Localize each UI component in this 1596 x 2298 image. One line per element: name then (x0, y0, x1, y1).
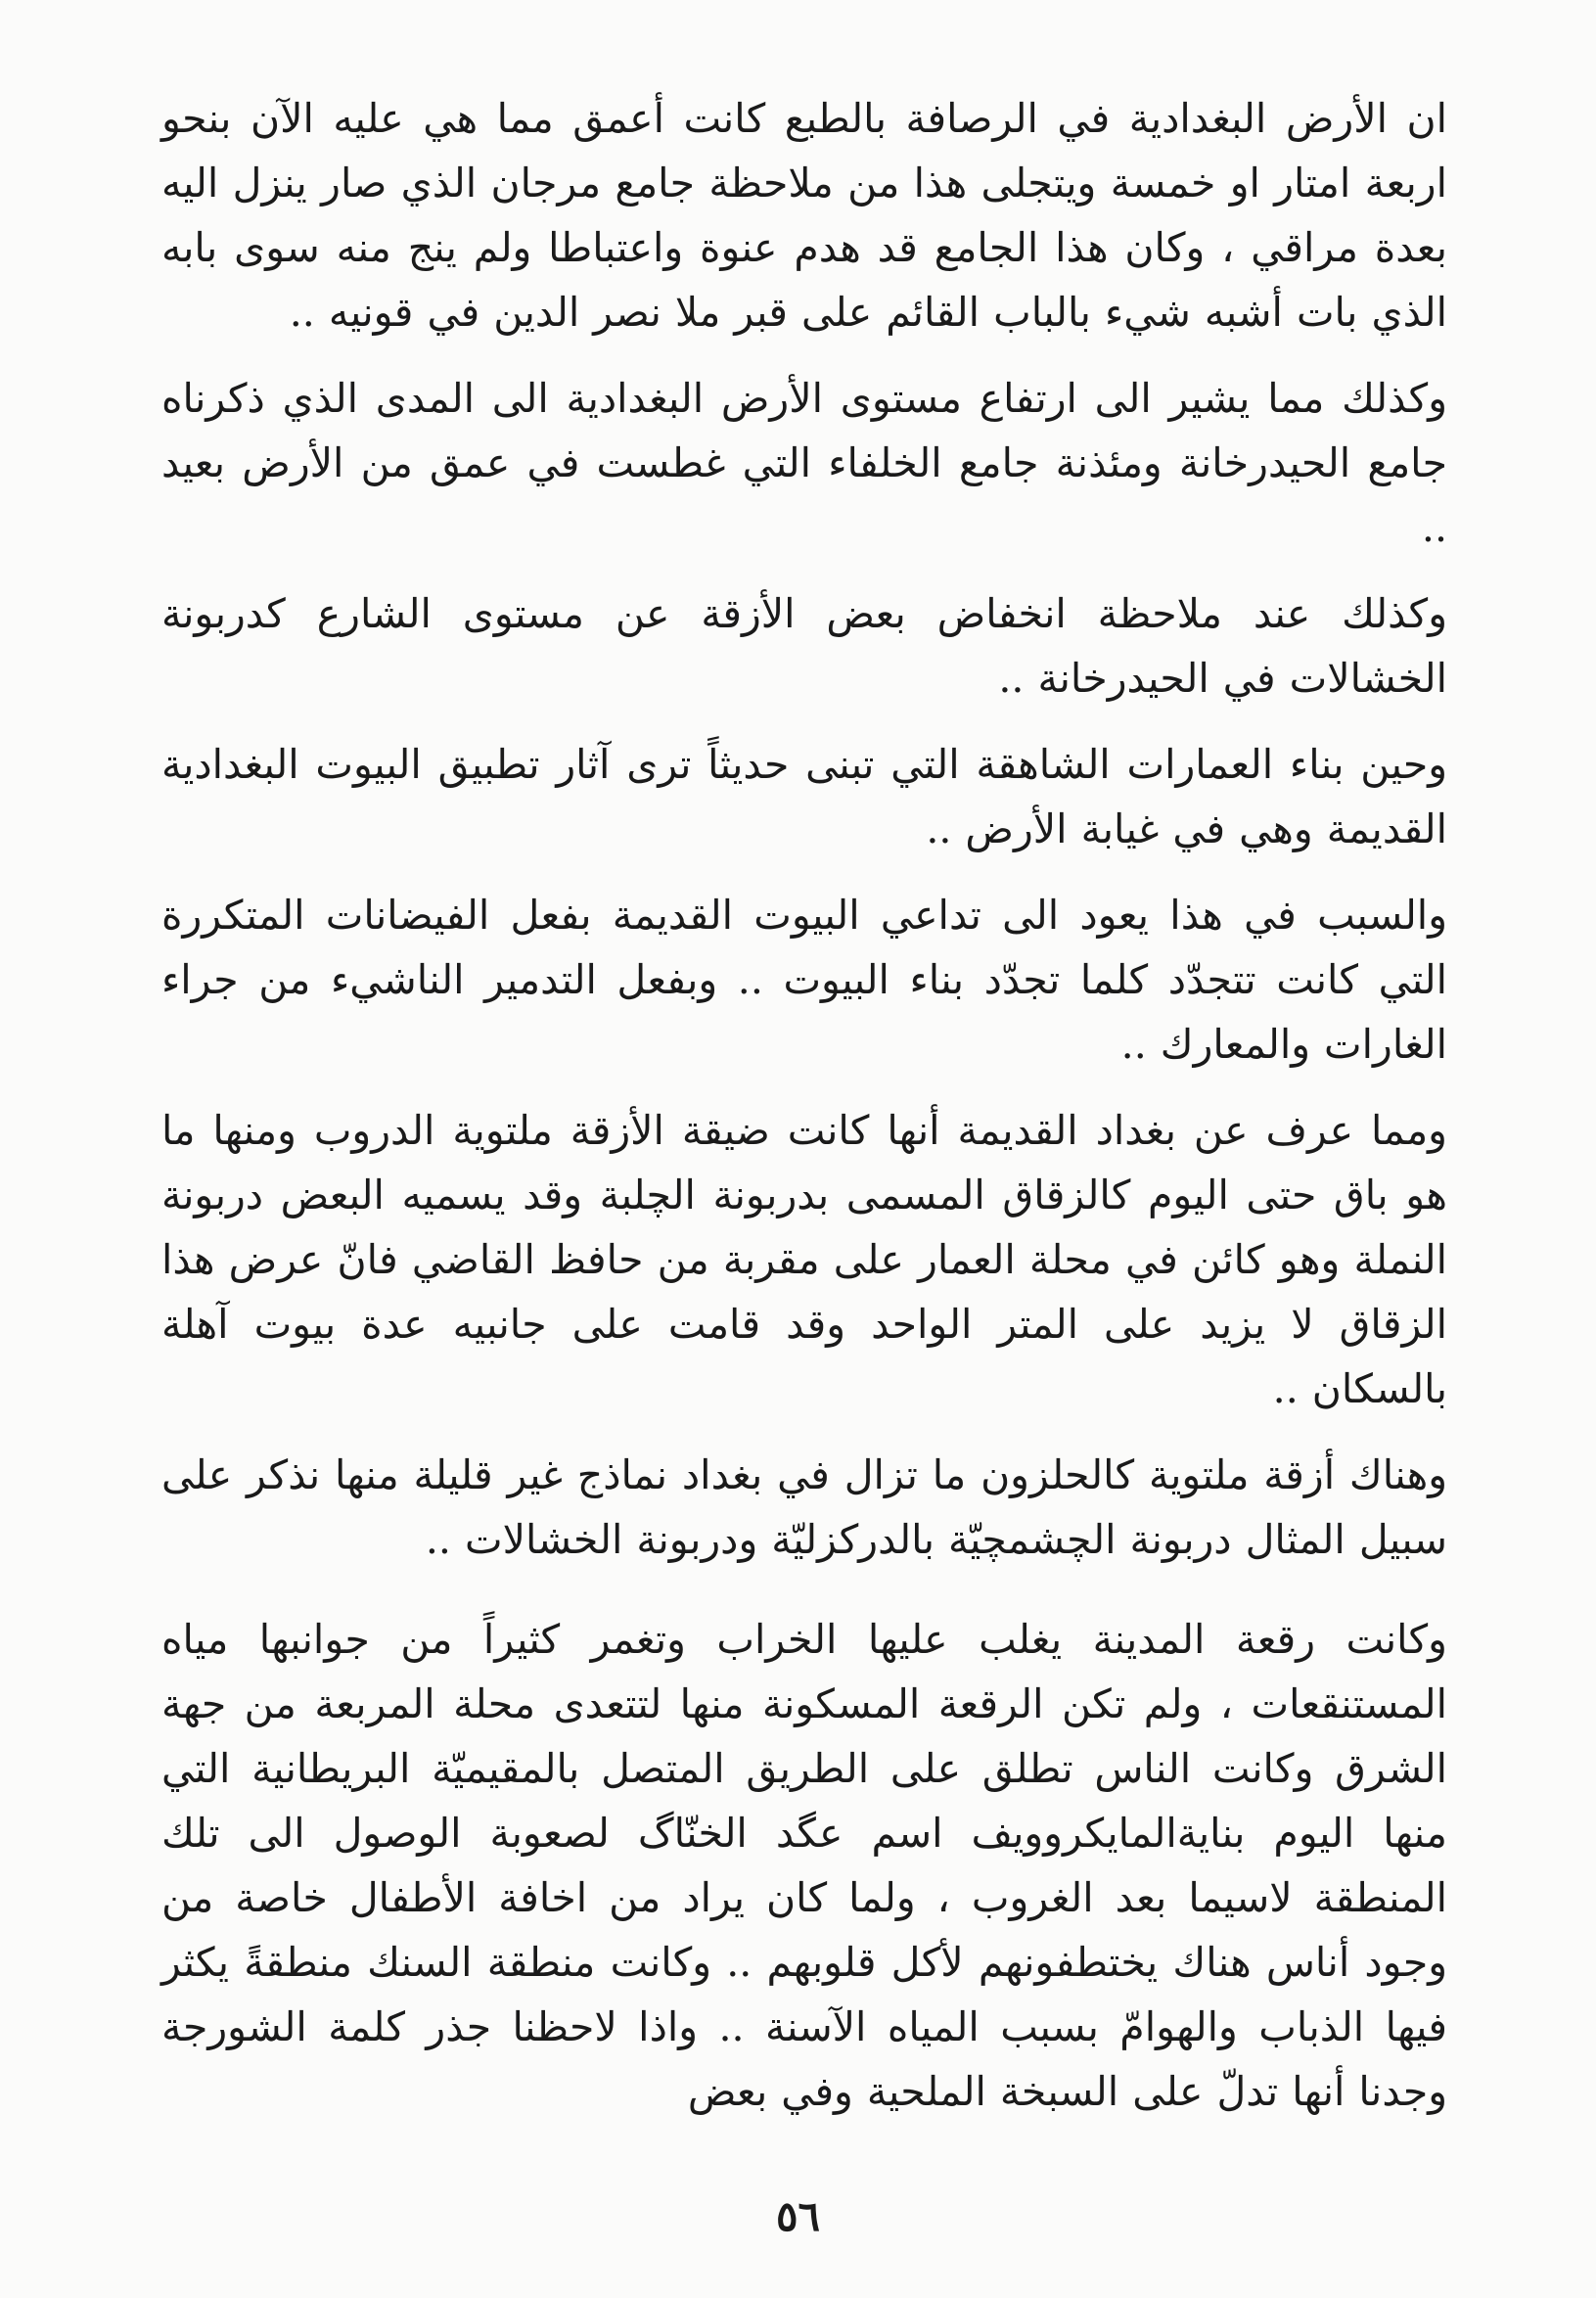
paragraph-8: وكانت رقعة المدينة يغلب عليها الخراب وتغمر كثيراً من جوانبها مياه المستنقعات ، ولم تكن الرقعة المسكونة منها لتتعدى محلة المربعة من جهة الشرق وكانت الناس تطلق على الطريق المتصل بالمقيميّة البريطانية التي منها اليوم بنايةالمايكروويف اسم عگد الخنّاگ لصعوبة الوصول الى تلك المنطقة لاسيما بعد الغروب ، ولما كان يراد من اخافة الأطفال خاصة من وجود أناس هناك يختطفونهم لأكل قلوبهم .. وكانت منطقة السنك منطقةً يكثر فيها الذباب والهوامّ بسبب المياه الآسنة .. واذا لاحظنا جذر كلمة الشورجة وجدنا أنها تدلّ على السبخة الملحية وفي بعض (161, 1616, 1447, 2115)
paragraph-4: وحين بناء العمارات الشاهقة التي تبنى حديثاً ترى آثار تطبيق البيوت البغدادية القديمة وهي في غيابة الأرض .. (161, 741, 1447, 852)
paragraph-1: ان الأرض البغدادية في الرصافة بالطبع كانت أعمق مما هي عليه الآن بنحو اربعة امتار او خمسة ويتجلى هذا من ملاحظة جامع مرجان الذي صار ينزل اليه بعدة مراقي ، وكان هذا الجامع قد هدم عنوة واعتباطا ولم ينج منه سوى بابه الذي بات أشبه شيء بالباب القائم على قبر ملا نصر الدين في قونيه .. (161, 95, 1447, 336)
paragraph-7: وهناك أزقة ملتوية كالحلزون ما تزال في بغداد نماذج غير قليلة منها نذكر على سبيل المثال دربونة الچشمچيّة بالدركزليّة ودربونة الخشالات .. (161, 1451, 1447, 1563)
paragraph-5: والسبب في هذا يعود الى تداعي البيوت القديمة بفعل الفيضانات المتكررة التي كانت تتجدّد كلما تجدّد بناء البيوت .. وبفعل التدمير الناشيء من جراء الغارات والمعارك .. (161, 892, 1447, 1068)
page-number: ٥٦ (775, 2192, 821, 2240)
paragraph-2: وكذلك مما يشير الى ارتفاع مستوى الأرض البغدادية الى المدى الذي ذكرناه جامع الحيدرخانة ومئذنة جامع الخلفاء التي غطست في عمق من الأرض بعيد .. (161, 375, 1447, 551)
paragraph-3: وكذلك عند ملاحظة انخفاض بعض الأزقة عن مستوى الشارع كدربونة الخشالات في الحيدرخانة .. (161, 590, 1447, 702)
paragraph-6: ومما عرف عن بغداد القديمة أنها كانت ضيقة الأزقة ملتوية الدروب ومنها ما هو باق حتى اليوم كالزقاق المسمى بدربونة الچلبة وقد يسميه البعض دربونة النملة وهو كائن في محلة العمار على مقربة من حافظ القاضي فانّ عرض هذا الزقاق لا يزيد على المتر الواحد وقد قامت على جانبيه عدة بيوت آهلة بالسكان .. (161, 1107, 1447, 1412)
